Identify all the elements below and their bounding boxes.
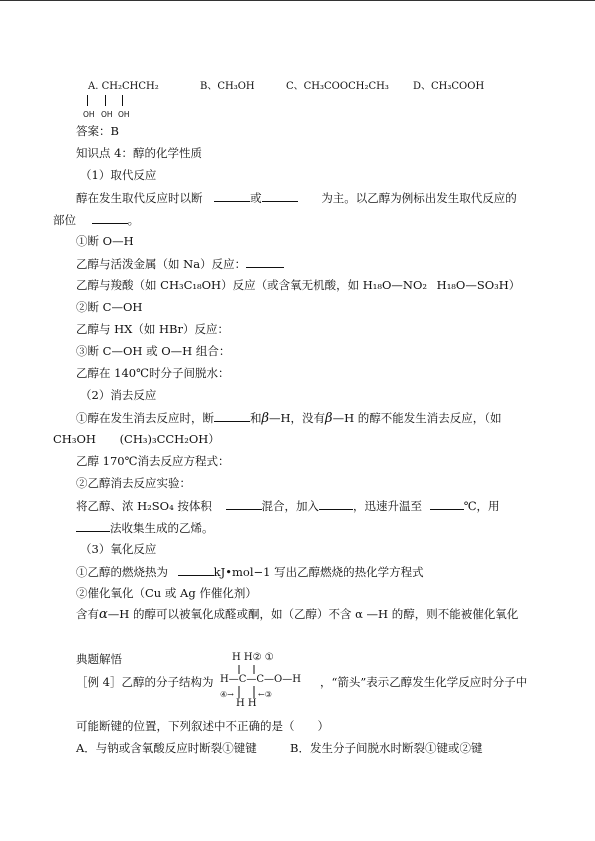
option-a: A. CH₂CHCH₂ (88, 81, 159, 92)
blank-10[interactable] (178, 564, 214, 576)
option-b: B、CH₃OH (200, 81, 255, 92)
break-combo: ③断 C—OH 或 O—H 组合： (76, 344, 231, 358)
na-reaction: 乙醇与活泼金属（如 Na）反应： (76, 256, 284, 271)
blank-6[interactable] (226, 498, 262, 510)
substitution-site: 部位 。 (53, 213, 140, 227)
structure-top: H H② ① (232, 652, 274, 663)
blank-1[interactable] (214, 190, 250, 202)
break-oh: ①断 O—H (76, 234, 134, 248)
structure-mid: H—C—C—O—H (220, 674, 301, 685)
elimination-examples: CH₃OH (CH₃)₃CCH₂OH） (53, 432, 220, 446)
hx-reaction: 乙醇与 HX（如 HBr）反应： (76, 322, 230, 336)
choice-a[interactable]: A．与钠或含氧酸反应时断裂①键键 (76, 741, 257, 755)
blank-3[interactable] (92, 212, 128, 224)
alpha-h-rule: 含有α—H 的醇可以被氧化成醛或酮，如（乙醇）不含 α —H 的醇，则不能被催化氧化 (76, 607, 519, 622)
elimination-experiment: ②乙醇消去反应实验： (76, 476, 191, 490)
option-a-bond-2 (105, 95, 106, 106)
blank-4[interactable] (246, 256, 284, 268)
blank-5[interactable] (214, 410, 250, 422)
catalytic-oxidation: ②催化氧化（Cu 或 Ag 作催化剂） (76, 586, 257, 600)
substitution-intro: 醇在发生取代反应时以断 或 为主。以乙醇为例标出发生取代反应的 (76, 191, 517, 205)
experiment-steps: 将乙醇、浓 H₂SO₄ 按体积 混合，加入 ，迅速升温至 ℃，用 (76, 499, 500, 513)
option-c: C、CH₃COOCH₂CH₃ (286, 81, 389, 92)
answer: 答案：B (76, 124, 119, 138)
example-4-b: ，“箭头”表示乙醇发生化学反应时分子中 (320, 675, 528, 689)
section-1-title: （1）取代反应 (80, 168, 157, 182)
acid-reaction: 乙醇与羧酸（如 CH₃C₁₈OH）反应（或含氧无机酸，如 H₁₈O—NO₂ H₁₈O—SO₃H） (76, 278, 521, 292)
blank-9[interactable] (76, 520, 110, 532)
option-a-bond-1 (87, 95, 88, 106)
structure-bonds (220, 652, 310, 712)
elimination-170: 乙醇 170℃消去反应方程式： (76, 454, 230, 468)
break-co: ②断 C—OH (76, 300, 143, 314)
question-text: 可能断键的位置，下列叙述中不正确的是（ ） (76, 719, 329, 733)
option-a-oh-2: OH (101, 110, 113, 119)
option-d: D、CH₃COOH (413, 81, 485, 92)
blank-2[interactable] (262, 190, 298, 202)
structure-label-4: ④→ (220, 690, 234, 699)
choice-b[interactable]: B．发生分子间脱水时断裂①键或②键 (290, 741, 483, 755)
blank-7[interactable] (319, 498, 353, 510)
page-top-border (0, 0, 595, 1)
structure-bottom: H H (236, 698, 257, 709)
blank-8[interactable] (430, 498, 464, 510)
option-a-bond-3 (122, 95, 123, 106)
structure-label-3: ←③ (258, 690, 272, 699)
option-a-oh-1: OH (83, 110, 95, 119)
option-a-oh-3: OH (118, 110, 130, 119)
section-2-title: （2）消去反应 (80, 388, 157, 402)
elimination-rule: ①醇在发生消去反应时，断 和β—H，没有β—H 的醇不能发生消去反应，（如 (76, 411, 502, 426)
experiment-collect: 法收集生成的乙烯。 (76, 520, 214, 535)
dehydrate-140: 乙醇在 140℃时分子间脱水： (76, 366, 230, 380)
typical-examples-heading: 典题解悟 (76, 652, 122, 666)
combustion-heat: ①乙醇的燃烧热为 kJ•mol−1 写出乙醇燃烧的热化学方程式 (76, 565, 424, 579)
example-4-a: ［例 4］乙醇的分子结构为 (76, 675, 214, 689)
section-3-title: （3）氧化反应 (80, 542, 157, 556)
knowledge-point-title: 知识点 4：醇的化学性质 (76, 146, 202, 160)
